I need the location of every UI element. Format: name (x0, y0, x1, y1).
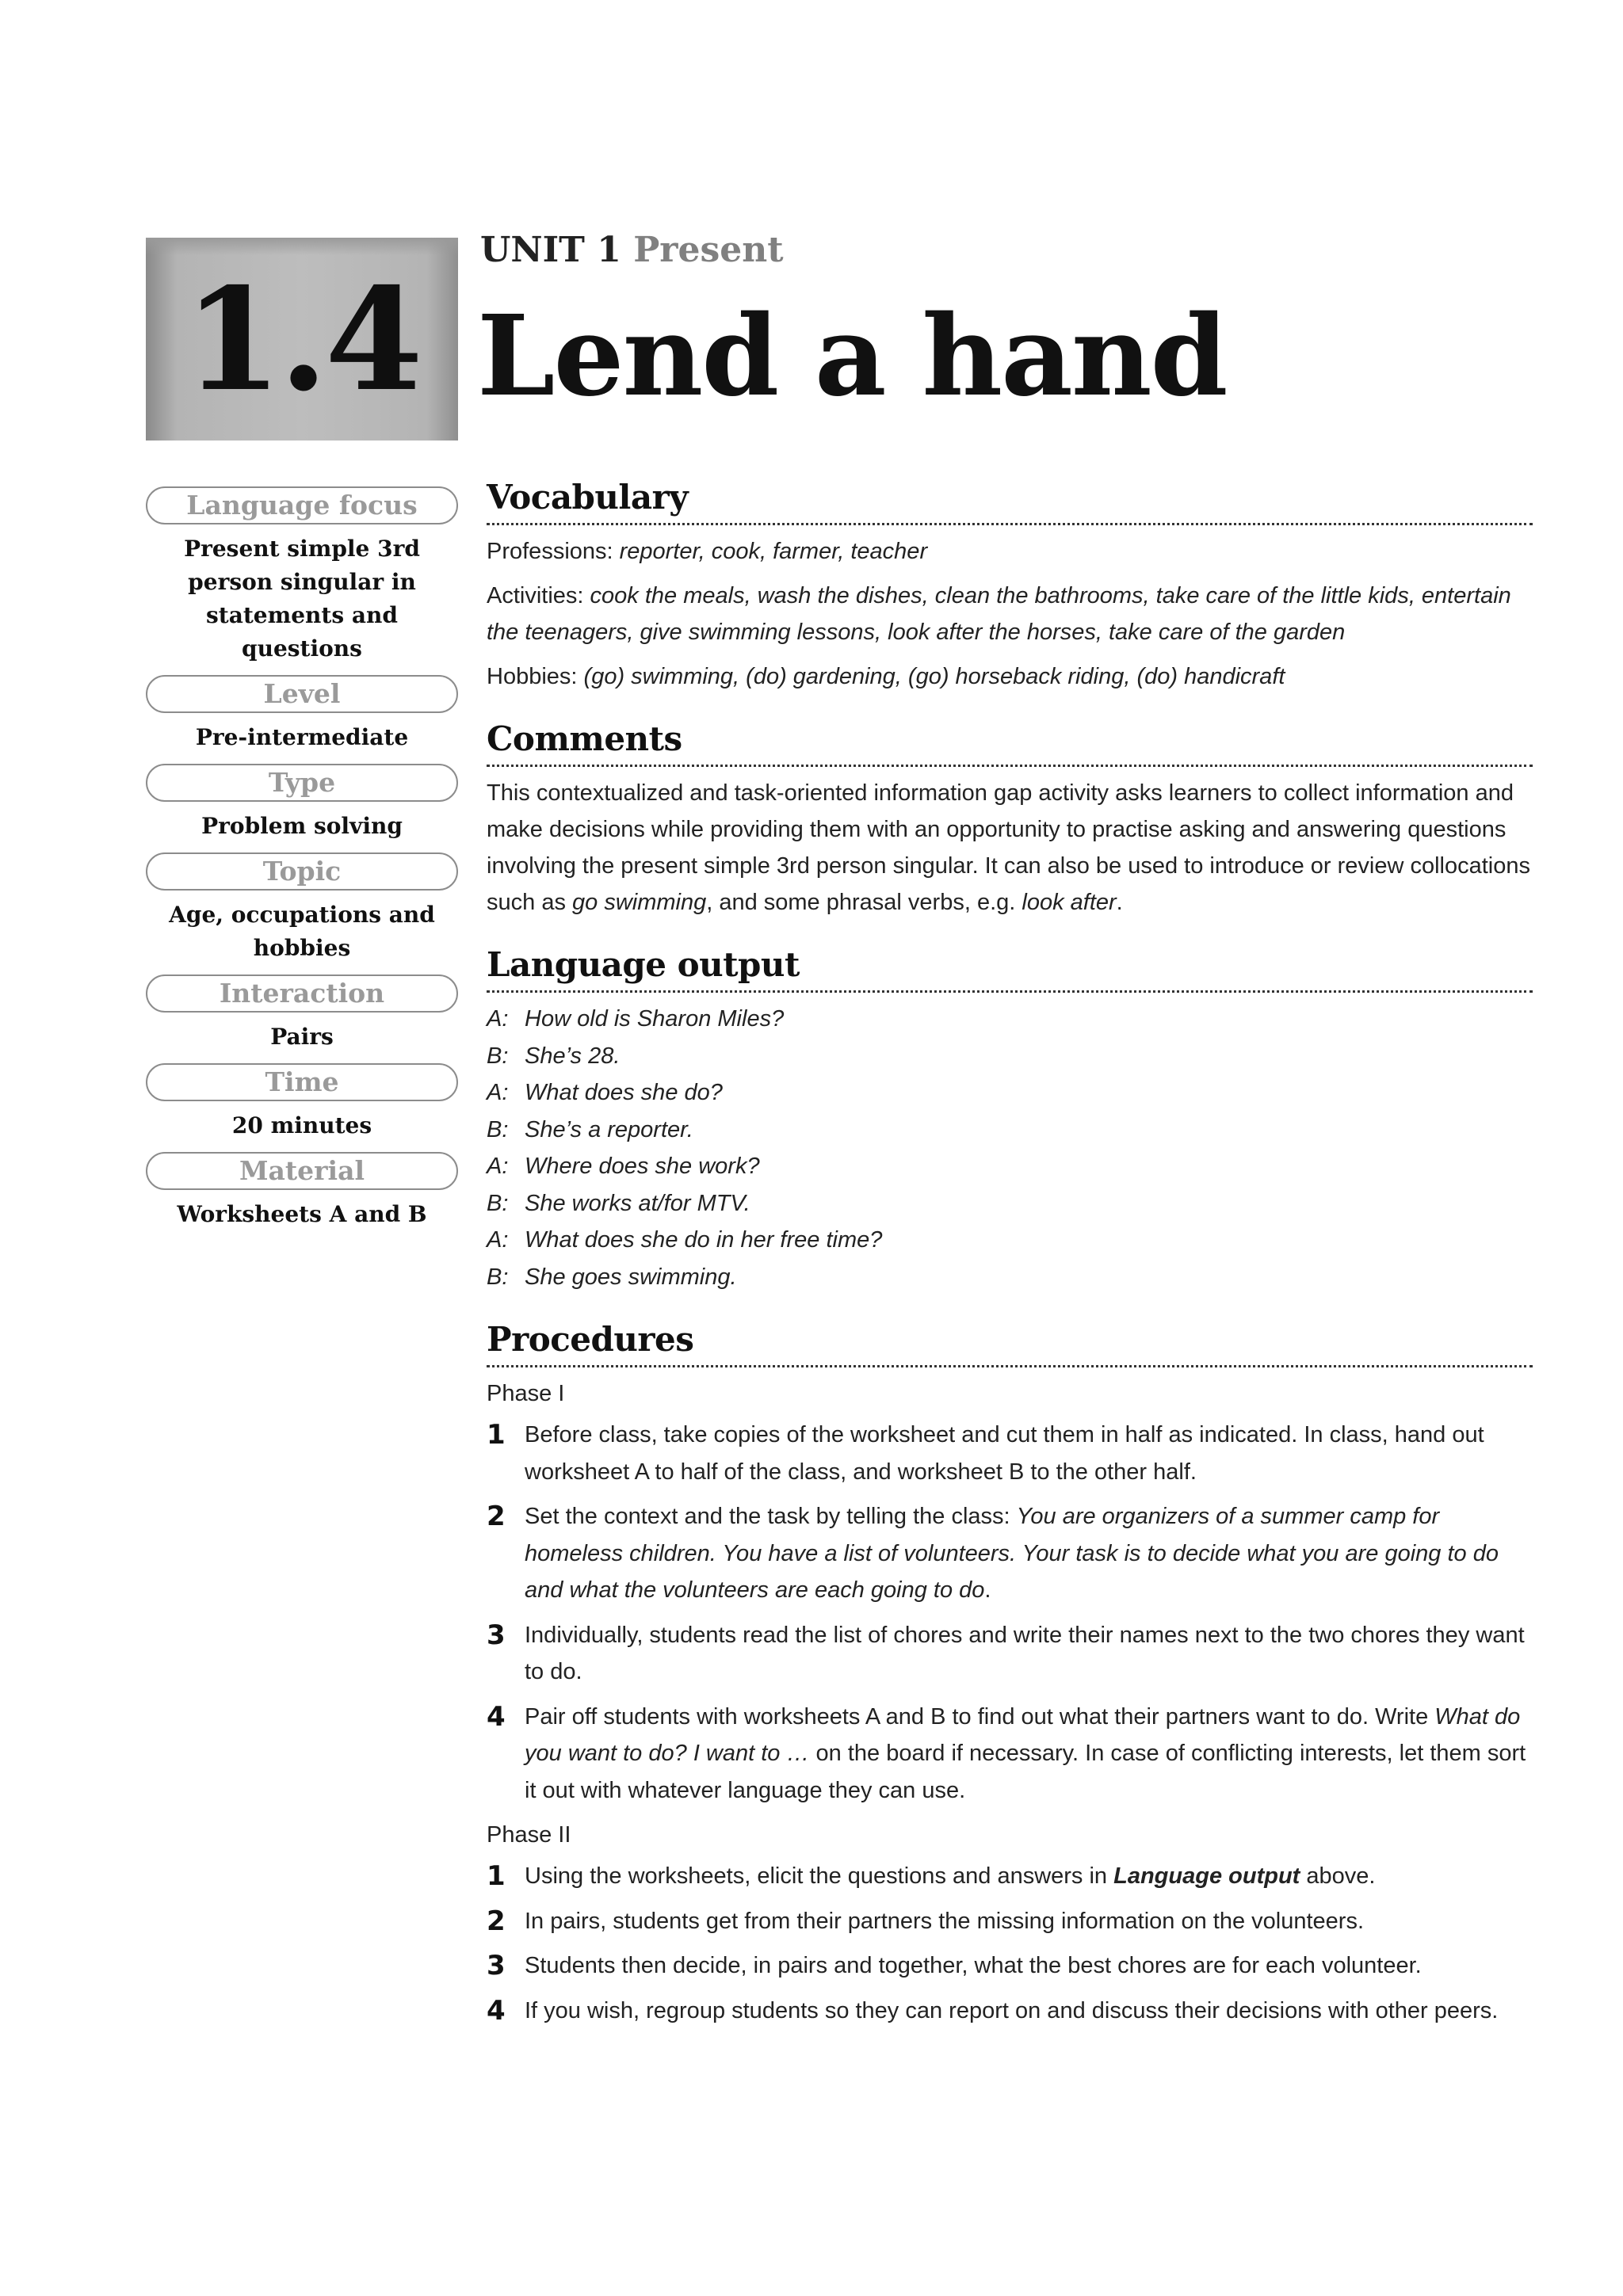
dialogue-text: What does she do in her free time? (525, 1227, 883, 1253)
vocabulary-activities (487, 578, 1533, 650)
sidebar-value-material: Worksheets A and B (177, 1201, 427, 1227)
vocabulary-heading: Vocabulary (487, 478, 689, 517)
dialogue-speaker: A: (487, 1154, 509, 1179)
dialogue-line (487, 1259, 1533, 1296)
step-number: 2 (487, 1905, 506, 1937)
step-text: . (984, 1577, 991, 1603)
dialogue-speaker: A: (487, 1227, 509, 1253)
sidebar-label-language-focus: Language focus (146, 486, 458, 524)
dialogue-line (487, 1185, 1533, 1222)
sidebar-label-type: Type (146, 764, 458, 802)
sidebar-value-level: Pre-intermediate (195, 724, 409, 750)
procedures-heading: Procedures (487, 1320, 694, 1359)
professions-label: Professions: (487, 539, 613, 564)
sidebar-value-interaction: Pairs (270, 1024, 334, 1050)
dialogue-speaker: B: (487, 1043, 509, 1069)
step-number: 2 (487, 1501, 506, 1532)
vocabulary-professions (487, 533, 1533, 570)
dialogue-line (487, 1148, 1533, 1185)
step-emphasis: You are organizers of a summer camp for homeless children. You have a list of volunteers. Your task is to decide what you are going to do and what the volunteers are each going to do (525, 1504, 1499, 1603)
section-divider (487, 523, 1533, 525)
comments-heading: Comments (487, 719, 682, 758)
language-output-heading: Language output (487, 945, 800, 984)
step-text: Pair off students with worksheets A and B to find out what their partners want to do. Write (525, 1703, 1435, 1730)
section-divider (487, 765, 1533, 767)
procedure-step (487, 1903, 1533, 1940)
sidebar-label-material: Material (146, 1152, 458, 1190)
step-number: 4 (487, 1994, 506, 2027)
comments-text-part: , and some phrasal verbs, e.g. (706, 890, 1022, 915)
hobbies-list: (go) swimming, (do) gardening, (go) horseback riding, (do) handicraft (583, 664, 1285, 689)
step-number: 1 (487, 1860, 506, 1892)
step-text: If you wish, regroup students so they can report on and discuss their decisions with other peers. (525, 1997, 1499, 2023)
language-output-section (487, 941, 1533, 1295)
main-content (487, 474, 1533, 2050)
procedure-step (487, 1617, 1533, 1691)
phase-2-label: Phase II (487, 1822, 571, 1848)
step-text: Before class, take copies of the worksheet and cut them in half as indicated. In class, hand out worksheet A to half of the class, and worksheet B to the other half. (525, 1422, 1484, 1485)
comments-text (487, 775, 1533, 921)
comments-emphasis: look after (1022, 890, 1117, 915)
vocabulary-section (487, 474, 1533, 695)
dialogue-line (487, 1001, 1533, 1038)
section-divider (487, 990, 1533, 993)
sidebar-label-topic: Topic (146, 852, 458, 891)
sidebar-label-interaction: Interaction (146, 974, 458, 1013)
page-title: Lend a hand (477, 292, 1227, 421)
dialogue-text: How old is Sharon Miles? (525, 1006, 785, 1032)
dialogue-speaker: B: (487, 1264, 509, 1290)
sidebar-value-language-focus: Present simple 3rd person singular in statements and questions (184, 536, 420, 662)
unit-label-text: UNIT 1 (480, 230, 621, 270)
dialogue (487, 1001, 1533, 1295)
dialogue-line (487, 1222, 1533, 1259)
dialogue-text: She’s 28. (525, 1043, 621, 1069)
dialogue-line (487, 1074, 1533, 1112)
dialogue-speaker: A: (487, 1006, 509, 1032)
dialogue-line (487, 1038, 1533, 1075)
step-text: Individually, students read the list of chores and write their names next to the two chores they want to do. (525, 1622, 1525, 1684)
step-strong: Language output (1113, 1863, 1300, 1889)
comments-text-part: This contextualized and task-oriented information gap activity asks learners to collect information and make decisions while providing them with an opportunity to practise asking and answering questions involving the present simple 3rd person singular. It can also be used to introduce or review collocations such as (487, 780, 1531, 915)
sidebar-label-level: Level (146, 675, 458, 713)
dialogue-text: Where does she work? (525, 1154, 760, 1179)
procedure-step (487, 1498, 1533, 1609)
activity-info-sidebar (146, 486, 458, 1241)
step-text: In pairs, students get from their partners the missing information on the volunteers. (525, 1908, 1365, 1934)
procedure-step (487, 1947, 1533, 1985)
dialogue-speaker: A: (487, 1080, 509, 1105)
professions-list: reporter, cook, farmer, teacher (619, 539, 928, 564)
hobbies-label: Hobbies: (487, 664, 578, 689)
dialogue-text: She goes swimming. (525, 1264, 737, 1290)
comments-text-part: . (1116, 890, 1123, 915)
step-text: above. (1300, 1863, 1376, 1889)
activities-label: Activities: (487, 583, 584, 608)
procedure-step (487, 1993, 1533, 2030)
comments-section (487, 715, 1533, 921)
activities-list: cook the meals, wash the dishes, clean the bathrooms, take care of the little kids, entertain the teenagers, give swimming lessons, look after the horses, take care of the garden (487, 583, 1511, 645)
unit-topic: Present (633, 230, 784, 270)
step-text: on the board if necessary. In case of conflicting interests, let them sort it out with whatever language they can use. (525, 1741, 1526, 1803)
step-number: 3 (487, 1619, 506, 1651)
unit-number: 1.4 (184, 257, 420, 422)
step-text: Set the context and the task by telling the class: (525, 1504, 1017, 1529)
dialogue-text: She works at/for MTV. (525, 1190, 750, 1216)
procedure-step (487, 1417, 1533, 1490)
procedure-step (487, 1858, 1533, 1895)
step-emphasis: What do you want to do? I want to … (525, 1703, 1521, 1766)
unit-label (480, 230, 784, 270)
vocabulary-hobbies (487, 658, 1533, 695)
dialogue-speaker: B: (487, 1190, 509, 1216)
step-text: Using the worksheets, elicit the questions and answers in (525, 1863, 1114, 1889)
sidebar-value-time: 20 minutes (231, 1112, 372, 1138)
dialogue-line (487, 1112, 1533, 1149)
step-number: 4 (487, 1700, 506, 1733)
phase-1-label: Phase I (487, 1381, 565, 1406)
step-text: Students then decide, in pairs and together, what the best chores are for each volunteer. (525, 1953, 1422, 1978)
comments-emphasis: go swimming (572, 890, 707, 915)
dialogue-speaker: B: (487, 1116, 509, 1142)
procedure-step (487, 1699, 1533, 1810)
sidebar-value-type: Problem solving (201, 813, 403, 839)
unit-number-box (146, 238, 458, 441)
sidebar-label-time: Time (146, 1063, 458, 1101)
step-number: 3 (487, 1950, 506, 1981)
procedures-section (487, 1316, 1533, 2029)
dialogue-text: What does she do? (525, 1080, 723, 1105)
dialogue-text: She’s a reporter. (525, 1116, 693, 1142)
step-number: 1 (487, 1419, 506, 1451)
section-divider (487, 1365, 1533, 1367)
sidebar-value-topic: Age, occupations and hobbies (169, 902, 435, 961)
